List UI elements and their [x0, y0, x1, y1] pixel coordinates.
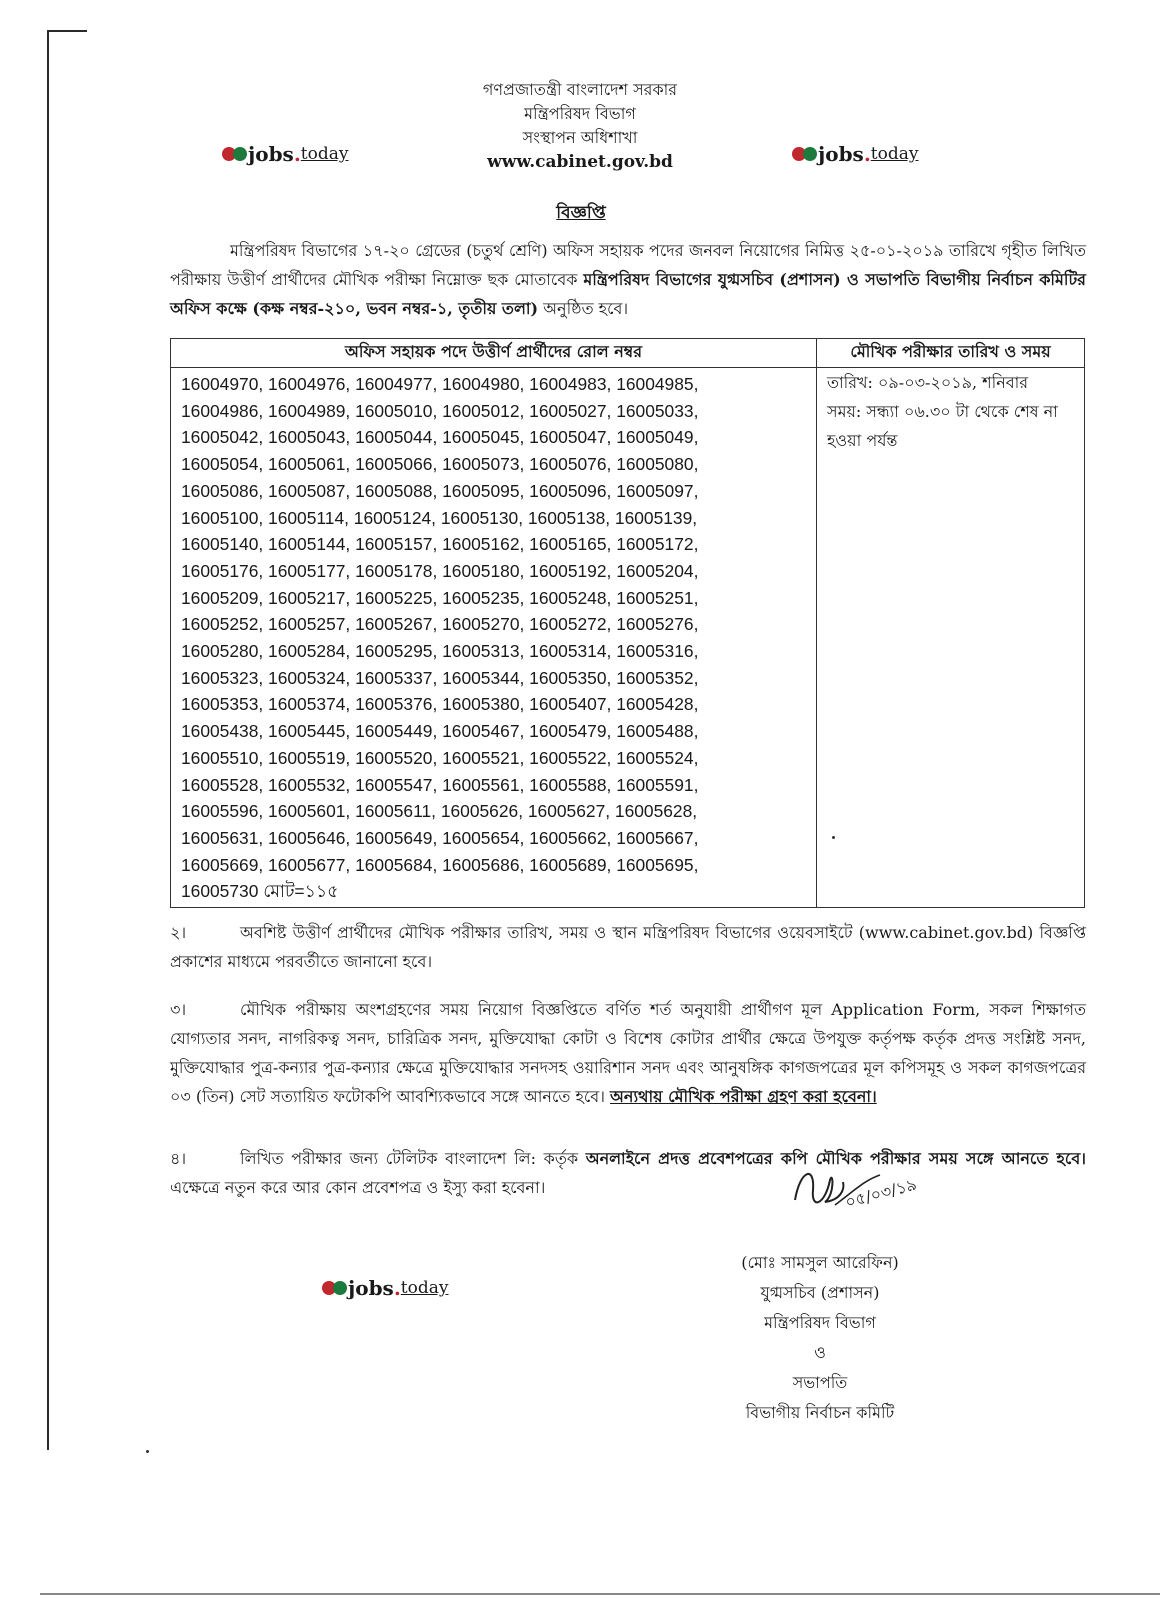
signatory-committee: বিভাগীয় নির্বাচন কমিটি — [745, 1403, 895, 1422]
signatory-name: (মোঃ সামসুল আরেফিন) — [741, 1253, 899, 1272]
header-website: www.cabinet.gov.bd — [487, 152, 673, 172]
scan-dot — [832, 836, 835, 839]
roll-line: 16005280, 16005284, 16005295, 16005313, 16005314, 16005316, — [181, 641, 699, 662]
roll-line: 16005042, 16005043, 16005044, 16005045, 16005047, 16005049, — [181, 427, 699, 448]
bd-logo-icon — [792, 147, 814, 161]
signatory-title: যুগ্মসচিব (প্রশাসন) — [760, 1283, 880, 1302]
roll-line: 16005669, 16005677, 16005684, 16005686, 16005689, 16005695, — [181, 854, 699, 875]
roll-line: 16005528, 16005532, 16005547, 16005561, 16005588, 16005591, — [181, 774, 699, 795]
intro-paragraph: মন্ত্রিপরিষদ বিভাগের ১৭-২০ গ্রেডের (চতুর্থ শ্রেণি) অফিস সহায়ক পদের জনবল নিয়োগের নিমিত্ত ২৫-০১-২০১৯ তারিখে গৃহীত লিখিত পরীক্ষায় উত্তীর্ণ প্রার্থীদের মৌখিক পরীক্ষা নিম্নোক্ত ছক মোতাবেক মন্ত্রিপরিষদ বিভাগের যুগ্মসচিব (প্রশাসন) ও সভাপতি বিভাগীয় নির্বাচন কমিটির অফিস কক্ষে (কক্ষ নম্বর-২১০, ভবন নম্বর-১, তৃতীয় তলা) অনুষ্ঠিত হবে। — [170, 241, 1086, 318]
roll-line: 16005140, 16005144, 16005157, 16005162, 16005165, 16005172, — [181, 534, 699, 555]
signatory-and: ও — [814, 1343, 826, 1362]
government-header — [380, 78, 780, 174]
exam-time: সময়: সন্ধ্যা ০৬.৩০ টা থেকে শেষ না হওয়া পর্যন্ত — [827, 402, 1058, 450]
roll-line: 16004970, 16004976, 16004977, 16004980, 16004983, 16004985, — [181, 374, 699, 394]
roll-line-total: 16005730 মোট=১১৫ — [181, 881, 339, 902]
header-division: মন্ত্রিপরিষদ বিভাগ — [524, 104, 636, 123]
roll-line: 16005100, 16005114, 16005124, 16005130, 16005138, 16005139, — [181, 507, 698, 528]
bdjobs-logo-bottom: jobs . today — [322, 1276, 449, 1300]
warning-underlined: অন্যথায় মৌখিক পরীক্ষা গ্রহণ করা হবেনা। — [610, 1087, 877, 1106]
roll-line: 16005323, 16005324, 16005337, 16005344, 16005350, 16005352, — [181, 667, 699, 688]
signatory-chair: সভাপতি — [792, 1373, 848, 1392]
roll-line: 16004986, 16004989, 16005010, 16005012, 16005027, 16005033, — [181, 400, 699, 421]
bdjobs-logo-right: jobs . today — [792, 142, 919, 166]
scan-edge-top — [47, 30, 87, 32]
notice-title: বিজ্ঞপ্তি — [556, 203, 606, 223]
signatory-department: মন্ত্রিপরিষদ বিভাগ — [764, 1313, 876, 1332]
scan-dot — [146, 1450, 149, 1453]
roll-line: 16005086, 16005087, 16005088, 16005095, 16005096, 16005097, — [181, 480, 699, 501]
roll-line: 16005353, 16005374, 16005376, 16005380, 16005407, 16005428, — [181, 694, 699, 715]
header-branch: সংস্থাপন অধিশাখা — [522, 128, 638, 147]
scan-edge-left — [47, 30, 49, 1450]
signature-date: ০৫/০৩/১৯ — [843, 1174, 919, 1212]
roll-line: 16005596, 16005601, 16005611, 16005626, 16005627, 16005628, — [181, 801, 698, 822]
bdjobs-logo-left: jobs . today — [222, 142, 349, 166]
header-government: গণপ্রজাতন্ত্রী বাংলাদেশ সরকার — [482, 80, 678, 99]
roll-list-cell — [171, 368, 817, 908]
paragraph-3: ৩। মৌখিক পরীক্ষায় অংশগ্রহণের সময় নিয়োগ বিজ্ঞপ্তিতে বর্ণিত শর্ত অনুযায়ী প্রার্থীগণ মূল Application Form, সকল শিক্ষাগত যোগ্যতার সনদ, নাগরিকত্ব সনদ, চারিত্রিক সনদ, মুক্তিযোদ্ধা কোটা ও বিশেষ কোটার প্রার্থীর ক্ষেত্রে উপযুক্ত কর্তৃপক্ষ কর্তৃক প্রদত্ত সংশ্লিষ্ট সনদ, মুক্তিযোদ্ধার পুত্র-কন্যার পুত্র-কন্যার ক্ষেত্রে মুক্তিযোদ্ধার সনদসহ ওয়ারিশান সনদ এবং আনুষঙ্গিক কাগজপত্রের মূল কপিসমূহ ও সকল কাগজপত্রের ০৩ (তিন) সেট সত্যায়িত ফটোকপি আবশ্যিকভাবে সঙ্গে আনতে হবে। অন্যথায় মৌখিক পরীক্ষা গ্রহণ করা হবেনা। — [170, 1000, 1086, 1106]
handwritten-signature — [785, 1160, 955, 1220]
roll-line: 16005176, 16005177, 16005178, 16005180, 16005192, 16005204, — [181, 560, 699, 581]
roll-line: 16005252, 16005257, 16005267, 16005270, 16005272, 16005276, — [181, 614, 699, 635]
table-header-roll: অফিস সহায়ক পদে উত্তীর্ণ প্রার্থীদের রোল নম্বর — [171, 339, 817, 368]
roll-line: 16005438, 16005445, 16005449, 16005467, 16005479, 16005488, — [181, 721, 699, 742]
table-header-date: মৌখিক পরীক্ষার তারিখ ও সময় — [817, 339, 1085, 368]
paragraph-2: ২। অবশিষ্ট উত্তীর্ণ প্রার্থীদের মৌখিক পরীক্ষার তারিখ, সময় ও স্থান মন্ত্রিপরিষদ বিভাগের ওয়েবসাইটে (www.cabinet.gov.bd) বিজ্ঞপ্তি প্রকাশের মাধ্যমে পরবর্তীতে জানানো হবে। — [170, 923, 1086, 971]
bd-logo-icon — [322, 1281, 344, 1295]
roll-line: 16005631, 16005646, 16005649, 16005654, 16005662, 16005667, — [181, 827, 699, 848]
scan-edge-bottom — [40, 1593, 1160, 1595]
bd-logo-icon — [222, 147, 244, 161]
roll-line: 16005054, 16005061, 16005066, 16005073, 16005076, 16005080, — [181, 454, 699, 475]
roll-line: 16005209, 16005217, 16005225, 16005235, 16005248, 16005251, — [181, 587, 699, 608]
paragraph-4: ৪। লিখিত পরীক্ষার জন্য টেলিটক বাংলাদেশ লি: কর্তৃক অনলাইনে প্রদত্ত প্রবেশপত্রের কপি মৌখিক পরীক্ষার সময় সঙ্গে আনতে হবে। এক্ষেত্রে নতুন করে আর কোন প্রবেশপত্র ও ইস্যু করা হবেনা। — [170, 1149, 1086, 1197]
signatory-block — [700, 1248, 940, 1428]
exam-date: তারিখ: ০৯-০৩-২০১৯, শনিবার — [827, 373, 1029, 392]
roll-line: 16005510, 16005519, 16005520, 16005521, 16005522, 16005524, — [181, 747, 699, 768]
roll-number-table — [170, 338, 1085, 908]
exam-date-cell — [817, 368, 1085, 908]
